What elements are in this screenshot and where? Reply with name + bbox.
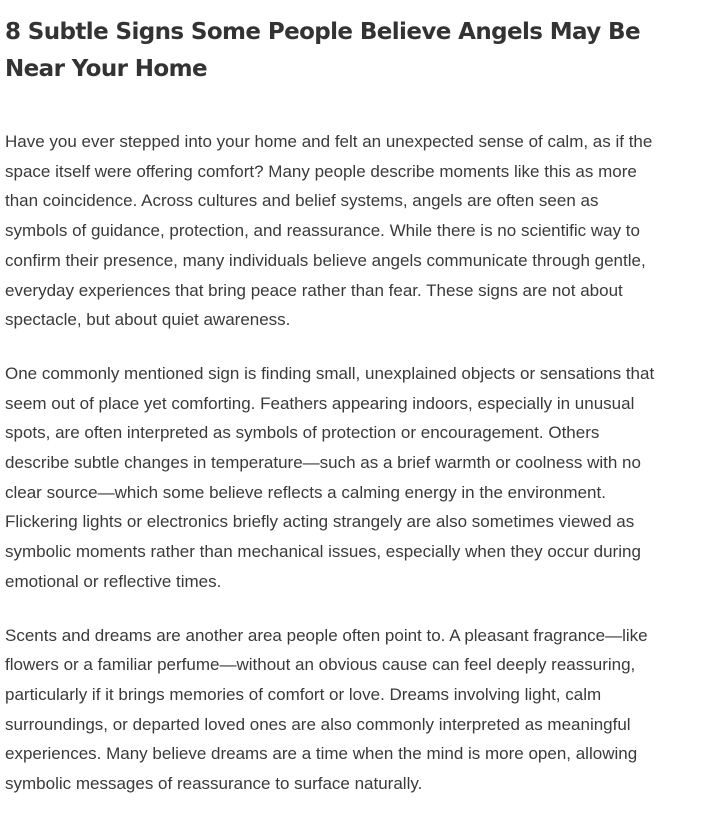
article-paragraph-1: Have you ever stepped into your home and felt an unexpected sense of calm, as if the space itself were offering comfort? Many people describe moments like this as more than coincidence. Across cultures and belief systems, angels are often seen as symbols of guidance, protection, and reassurance. While there is no scientific way to confirm their presence, many individuals believe angels communicate through gentle, everyday experiences that bring peace rather than fear. These signs are not about spectacle, but about quiet awareness. [5, 132, 653, 330]
article-paragraph-2: One commonly mentioned sign is finding small, unexplained objects or sensations that seem out of place yet comforting. Feathers appearing indoors, especially in unusual spots, are often interpreted as symbols of protection or encouragement. Others describe subtle changes in temperature—such as a brief warmth or coolness with no clear source—which some believe reflects a calming energy in the environment. Flickering lights or electronics briefly acting strangely are also sometimes viewed as symbolic moments rather than mechanical issues, especially when they occur during emotional or reflective times. [5, 363, 655, 591]
article [5, 14, 665, 823]
article-paragraph-3: Scents and dreams are another area people often point to. A pleasant fragrance—like flowers or a familiar perfume—without an obvious cause can feel deeply reassuring, particularly if it brings memories of comfort or love. Dreams involving light, calm surroundings, or departed loved ones are also commonly interpreted as meaningful experiences. Many believe dreams are a time when the mind is more open, allowing symbolic messages of reassurance to surface naturally. [5, 625, 648, 794]
article-title: 8 Subtle Signs Some People Believe Angels May Be Near Your Home [5, 19, 640, 82]
